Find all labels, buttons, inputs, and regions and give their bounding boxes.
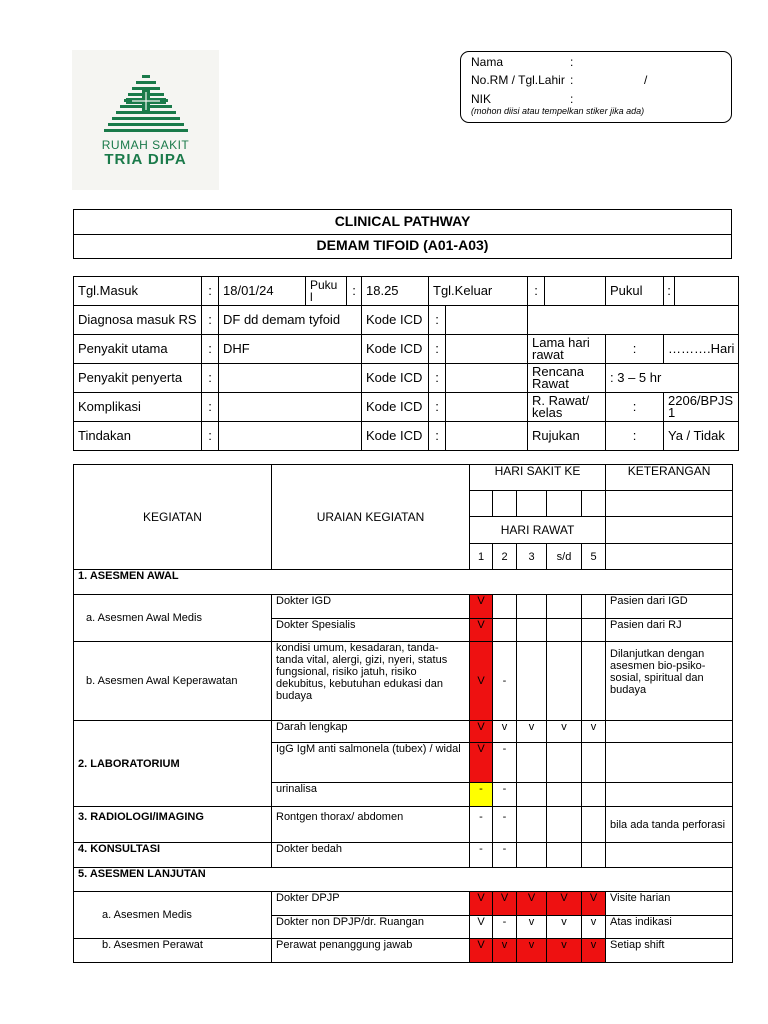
tgl-keluar-value	[545, 277, 606, 306]
pukul-label-1: Puku l	[306, 277, 347, 306]
uraian-non-dpjp: Dokter non DPJP/dr. Ruangan	[272, 916, 470, 939]
rawat-kelas-value: 2206/BPJS 1	[664, 393, 739, 422]
day-3: 3	[517, 544, 547, 570]
day-sd: s/d	[547, 544, 582, 570]
ket-perawat: Setiap shift	[606, 939, 733, 963]
section-asesmen-awal: 1. ASESMEN AWAL	[74, 570, 733, 595]
tgl-keluar-label: Tgl.Keluar	[429, 277, 528, 306]
ket-rontgen: bila ada tanda perforasi	[606, 807, 733, 843]
ket-rj: Pasien dari RJ	[606, 619, 733, 642]
header-hari-rawat: HARI RAWAT	[470, 517, 606, 544]
label-nik: NIK	[471, 92, 492, 106]
day-2: 2	[493, 544, 517, 570]
uraian-perawat: Perawat penanggung jawab	[272, 939, 470, 963]
rencana-rawat-label: Rencana Rawat	[528, 364, 606, 393]
rawat-kelas-label: R. Rawat/ kelas	[528, 393, 606, 422]
ket-kondisi: Dilanjutkan dengan asesmen bio-psiko-sosial, spiritual dan budaya	[606, 642, 733, 721]
tree-logo-icon	[72, 50, 219, 190]
penyakit-penyerta-label: Penyakit penyerta	[74, 364, 202, 393]
day-5: 5	[582, 544, 606, 570]
section-asesmen-lanjutan: 5. ASESMEN LANJUTAN	[74, 868, 733, 892]
patient-identity-box	[460, 51, 732, 123]
title-box	[73, 209, 732, 259]
patient-note: (mohon diisi atau tempelkan stiker jika ada)	[471, 106, 645, 116]
ket-non-dpjp: Atas indikasi	[606, 916, 733, 939]
uraian-dokter-spesialis: Dokter Spesialis	[272, 619, 470, 642]
header-keterangan: KETERANGAN	[606, 465, 733, 491]
tindakan-label: Tindakan	[74, 422, 202, 451]
ket-dpjp: Visite harian	[606, 892, 733, 916]
uraian-kondisi: kondisi umum, kesadaran, tanda-tanda vital, alergi, gizi, nyeri, status fungsional, risiko jatuh, risiko dekubitus, kebutuhan edukasi dan budaya	[272, 642, 470, 721]
colon-norm: :	[570, 73, 574, 87]
uraian-darah: Darah lengkap	[272, 721, 470, 743]
komplikasi-label: Komplikasi	[74, 393, 202, 422]
label-norm: No.RM / Tgl.Lahir	[471, 73, 565, 87]
diagnosa-label: Diagnosa masuk RS	[74, 306, 202, 335]
slash-norm: /	[644, 73, 648, 87]
section-radiologi: 3. RADIOLOGI/IMAGING	[74, 807, 272, 843]
row-asesmen-perawat: b. Asesmen Perawat	[74, 939, 272, 963]
ket-igd: Pasien dari IGD	[606, 595, 733, 619]
label-nama: Nama	[471, 55, 504, 69]
diagnosa-value: DF dd demam tyfoid	[219, 306, 362, 335]
row-asesmen-medis: a. Asesmen Medis	[74, 892, 272, 939]
lama-rawat-value: ……….Hari	[664, 335, 739, 364]
tgl-masuk-label: Tgl.Masuk	[74, 277, 202, 306]
rujukan-label: Rujukan	[528, 422, 606, 451]
kode-icd-label: Kode ICD	[362, 306, 429, 335]
colon-nama: :	[570, 55, 574, 69]
pukul-value-2	[675, 277, 739, 306]
admission-info-table: Tgl.Masuk : 18/01/24 Puku l : 18.25 Tgl.Keluar : Pukul : Diagnosa masuk RS : DF dd demam tyfoid Kode ICD : Penyakit utama : DHF Kode ICD : Lama hari rawat : ……….Hari Penyakit penyerta : Kode ICD : Rencana Rawat : 3 – 5 hr Komplikasi : Kode ICD : R. Rawat/ kelas : 2206/BPJS 1 Tindakan : Kode ICD : Rujukan : Ya / Tidak	[73, 276, 739, 451]
tgl-masuk-value: 18/01/24	[219, 277, 306, 306]
kode-icd-value	[446, 306, 528, 335]
colon-nik: :	[570, 92, 574, 106]
page-title: CLINICAL PATHWAY	[334, 213, 471, 229]
row-asesmen-awal-keperawatan: b. Asesmen Awal Keperawatan	[74, 642, 272, 721]
hospital-logo	[72, 50, 219, 190]
uraian-urinalisa: urinalisa	[272, 783, 470, 807]
page-subtitle: DEMAM TIFOID (A01-A03)	[316, 237, 489, 253]
lama-rawat-label: Lama hari rawat	[528, 335, 606, 364]
rujukan-value: Ya / Tidak	[664, 422, 739, 451]
header-hari-sakit: HARI SAKIT KE	[470, 465, 606, 491]
day-1: 1	[470, 544, 493, 570]
uraian-igg: IgG IgM anti salmonela (tubex) / widal	[272, 743, 470, 783]
logo-line-1: RUMAH SAKIT	[101, 138, 190, 152]
uraian-dpjp: Dokter DPJP	[272, 892, 470, 916]
header-uraian: URAIAN KEGIATAN	[272, 465, 470, 570]
uraian-bedah: Dokter bedah	[272, 843, 470, 868]
pukul-label-2: Pukul	[606, 277, 664, 306]
uraian-rontgen: Rontgen thorax/ abdomen	[272, 807, 470, 843]
penyakit-utama-label: Penyakit utama	[74, 335, 202, 364]
rencana-rawat-value: : 3 – 5 hr	[606, 364, 739, 393]
header-kegiatan: KEGIATAN	[74, 465, 272, 570]
penyakit-utama-value: DHF	[219, 335, 362, 364]
activities-table: KEGIATAN URAIAN KEGIATAN HARI SAKIT KE KETERANGAN HARI RAWAT 1 2 3 s/d 5 1. ASESMEN AWAL a. Asesmen Awal Medis Dokter IGD V Pasien dari IGD Dokter Spesialis V Pasien dari RJ b. Asesmen Awal Keperawatan kondisi umum, kesadaran, tanda-tanda vital, alergi, gizi, nyeri, status fungsional, risiko jatuh, risiko dekubitus, kebutuhan edukasi dan budaya V - Dilanjutkan dengan asesmen bio-psiko-sosial, spiritual dan budaya 2. LABORATORIUM Darah lengkap V v v v v IgG IgM anti salmonela (tubex) / widal V - urinalisa - - 3. RADIOLOGI/IMAGING Rontgen thorax/ abdomen - - bila ada tanda perforasi 4. KONSULTASI Dokter bedah - - 5. ASESMEN LANJUTAN a. Asesmen Medis Dokter DPJP V V V V V Visite harian Dokter non DPJP/dr. Ruangan V - v v v Atas indikasi b. Asesmen Perawat Perawat penanggung jawab V v v v v Setiap shift	[73, 464, 733, 963]
pukul-value-1: 18.25	[362, 277, 429, 306]
row-asesmen-awal-medis: a. Asesmen Awal Medis	[74, 595, 272, 642]
section-laboratorium: 2. LABORATORIUM	[74, 721, 272, 807]
uraian-dokter-igd: Dokter IGD	[272, 595, 470, 619]
logo-line-2: TRIA DIPA	[104, 151, 187, 168]
section-konsultasi: 4. KONSULTASI	[74, 843, 272, 868]
